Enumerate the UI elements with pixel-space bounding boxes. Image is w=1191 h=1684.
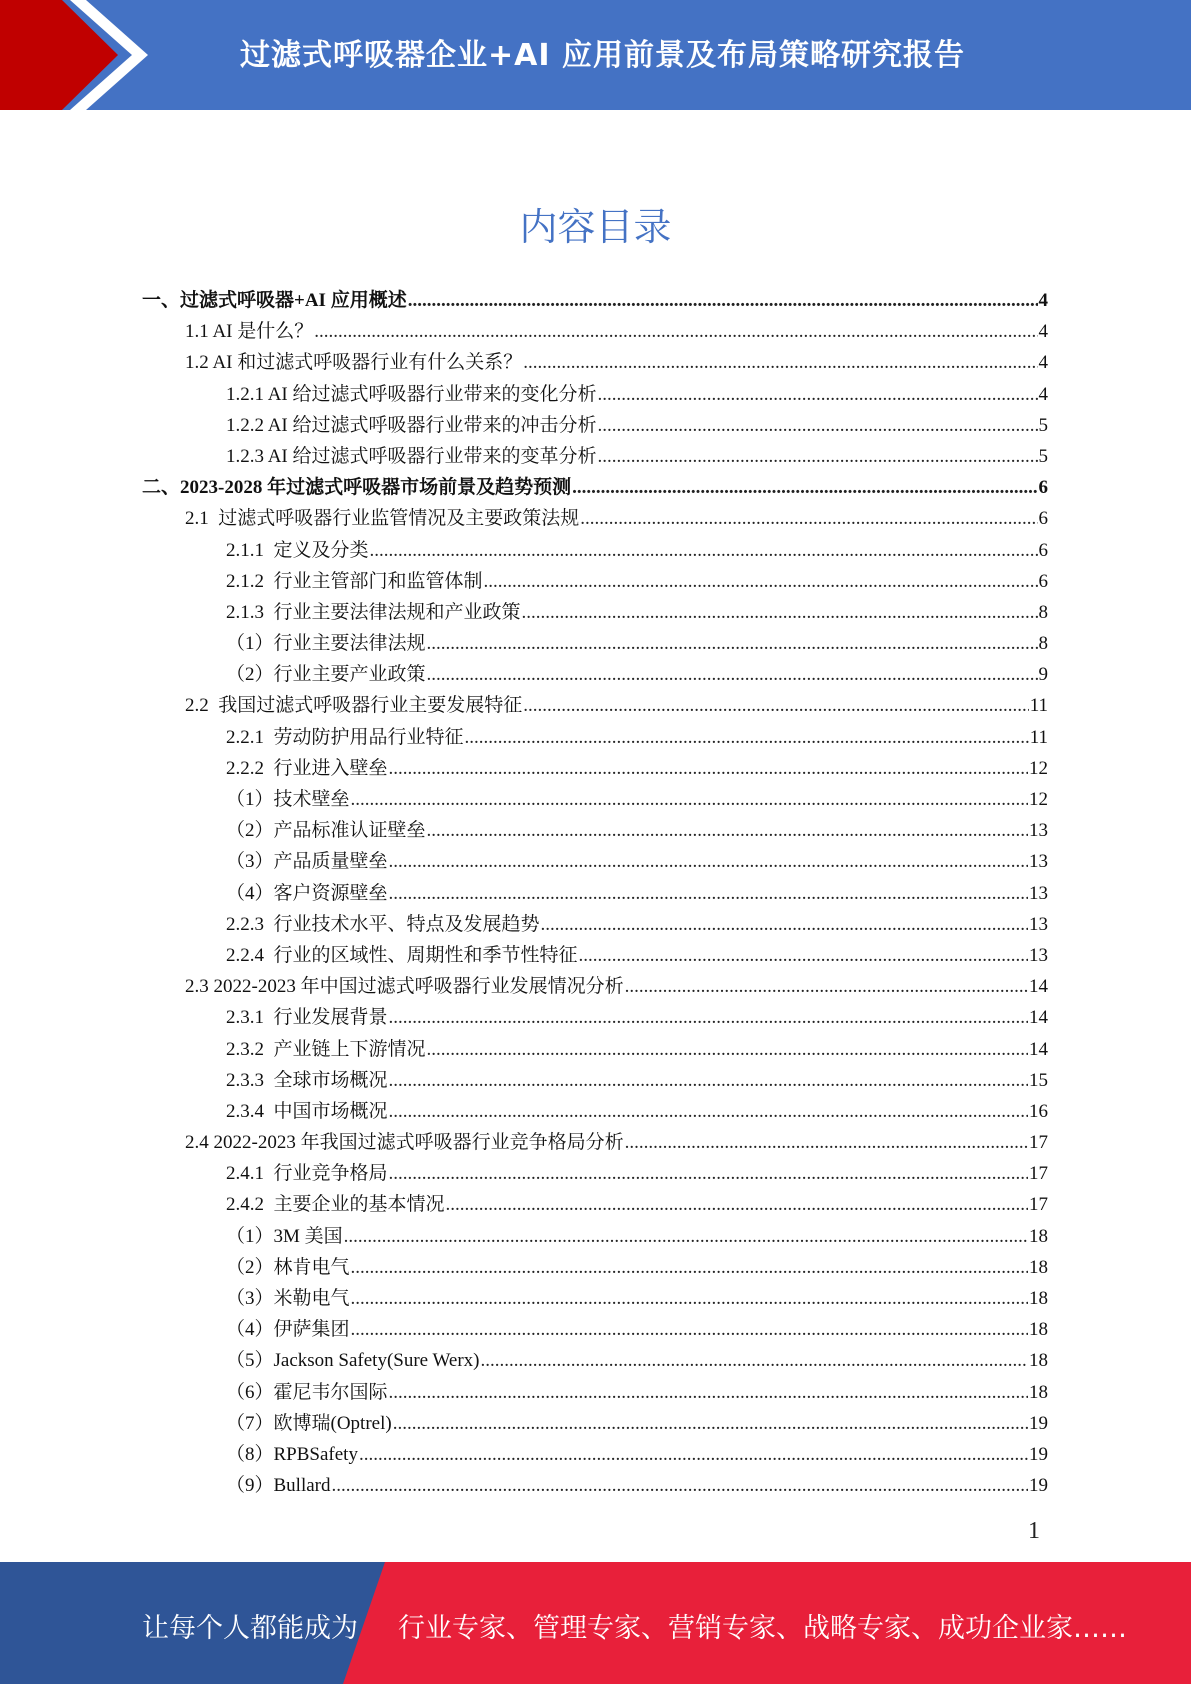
toc-entry-page: 13: [1029, 882, 1048, 904]
toc-dot-leader: [523, 347, 1037, 378]
toc-dot-leader: [389, 753, 1028, 784]
toc-entry-page: 11: [1029, 726, 1048, 748]
toc-dot-leader: [598, 379, 1038, 410]
toc-entry-title: 2.3.3 全球市场概况: [226, 1069, 388, 1091]
toc-entry[interactable]: [142, 1314, 1048, 1345]
toc-entry[interactable]: [142, 628, 1048, 659]
toc-entry-page: 4: [1038, 352, 1048, 374]
toc-dot-leader: [389, 1065, 1028, 1096]
toc-entry[interactable]: [142, 1221, 1048, 1252]
toc-entry[interactable]: [142, 347, 1048, 378]
toc-entry[interactable]: [142, 815, 1048, 846]
toc-entry-title: 2.3.1 行业发展背景: [226, 1007, 388, 1029]
toc-entry-page: 13: [1029, 944, 1048, 966]
toc-dot-leader: [481, 1345, 1028, 1376]
toc-entry-title: 2.1.3 行业主要法律法规和产业政策: [226, 601, 521, 623]
toc-entry[interactable]: [142, 753, 1048, 784]
toc-entry-page: 4: [1038, 383, 1048, 405]
toc-entry-title: 2.2.4 行业的区域性、周期性和季节性特征: [226, 944, 578, 966]
toc-entry[interactable]: [142, 659, 1048, 690]
toc-entry[interactable]: [142, 1158, 1048, 1189]
toc-entry-page: 9: [1038, 664, 1048, 686]
toc-entry-page: 14: [1029, 1038, 1048, 1060]
toc-dot-leader: [427, 1034, 1028, 1065]
toc-entry-page: 18: [1029, 1319, 1048, 1341]
toc-entry-page: 4: [1038, 290, 1048, 311]
toc-dot-leader: [351, 1252, 1028, 1283]
toc-entry[interactable]: [142, 722, 1048, 753]
toc-entry-page: 18: [1029, 1225, 1048, 1247]
toc-entry[interactable]: [142, 535, 1048, 566]
toc-entry-title: 2.3.4 中国市场概况: [226, 1100, 388, 1122]
toc-entry-title: 1.1 AI 是什么？: [185, 321, 314, 343]
toc-dot-leader: [465, 722, 1029, 753]
toc-entry[interactable]: [142, 410, 1048, 441]
toc-entry-title: 2.2 我国过滤式呼吸器行业主要发展特征: [185, 695, 523, 717]
toc-entry-page: 19: [1029, 1412, 1048, 1434]
toc-entry[interactable]: [142, 285, 1048, 316]
toc-entry-page: 18: [1029, 1256, 1048, 1278]
toc-entry-title: 一、过滤式呼吸器+AI 应用概述: [142, 290, 407, 311]
toc-dot-leader: [427, 628, 1038, 659]
toc-entry-page: 14: [1029, 976, 1048, 998]
toc-entry-title: 2.4 2022-2023 年我国过滤式呼吸器行业竞争格局分析: [185, 1132, 624, 1154]
toc-entry-title: （1）技术壁垒: [226, 789, 350, 810]
toc-entry-page: 8: [1038, 633, 1048, 655]
toc-entry-title: （6）霍尼韦尔国际: [226, 1381, 388, 1403]
toc-entry[interactable]: [142, 1345, 1048, 1376]
toc-dot-leader: [389, 1002, 1028, 1033]
toc-entry-page: 17: [1029, 1163, 1048, 1185]
toc-dot-leader: [389, 1158, 1028, 1189]
toc-dot-leader: [370, 535, 1038, 566]
toc-entry-page: 13: [1029, 913, 1048, 935]
toc-entry-title: 2.2.2 行业进入壁垒: [226, 757, 388, 779]
toc-entry-page: 14: [1029, 1007, 1048, 1029]
toc-dot-leader: [598, 410, 1038, 441]
toc-entry-title: （2）产品标准认证壁垒: [226, 820, 426, 842]
toc-entry-page: 12: [1029, 789, 1048, 810]
toc-title: 内容目录: [519, 205, 672, 249]
toc-entry-title: 2.2.3 行业技术水平、特点及发展趋势: [226, 913, 540, 935]
toc-dot-leader: [625, 971, 1028, 1002]
toc-entry[interactable]: [142, 1189, 1048, 1220]
toc-entry-page: 12: [1029, 757, 1048, 779]
toc-entry[interactable]: [142, 846, 1048, 877]
toc-entry-title: （4）客户资源壁垒: [226, 882, 388, 904]
toc-entry-title: （1）行业主要法律法规: [226, 633, 426, 655]
toc-entry-title: 2.3 2022-2023 年中国过滤式呼吸器行业发展情况分析: [185, 976, 624, 998]
toc-dot-leader: [389, 846, 1028, 877]
toc-dot-leader: [351, 1314, 1028, 1345]
toc-dot-leader: [572, 472, 1037, 503]
toc-entry-title: 2.1.2 行业主管部门和监管体制: [226, 570, 483, 592]
toc-dot-leader: [446, 1189, 1028, 1220]
toc-entry-page: 5: [1038, 414, 1048, 436]
toc-entry-page: 6: [1038, 570, 1048, 592]
toc-dot-leader: [580, 503, 1037, 534]
toc-entry[interactable]: [142, 690, 1048, 721]
toc-dot-leader: [359, 1439, 1028, 1470]
header-chevron-icon: [0, 0, 160, 110]
toc-entry[interactable]: [142, 1002, 1048, 1033]
toc-entry-title: （9）Bullard: [226, 1475, 331, 1497]
report-footer: [0, 1562, 1191, 1684]
report-header: [0, 0, 1191, 110]
toc-entry-page: 6: [1038, 477, 1048, 499]
toc-entry-page: 11: [1029, 695, 1048, 717]
toc-entry[interactable]: [142, 597, 1048, 628]
toc-entry[interactable]: [142, 1470, 1048, 1501]
toc-dot-leader: [484, 566, 1038, 597]
toc-entry[interactable]: [142, 1127, 1048, 1158]
toc-entry-page: 15: [1029, 1069, 1048, 1091]
toc-entry-page: 17: [1029, 1132, 1048, 1154]
toc-entry-page: 16: [1029, 1100, 1048, 1122]
toc-entry-page: 4: [1038, 321, 1048, 343]
toc-entry-title: （3）产品质量壁垒: [226, 851, 388, 873]
toc-entry-title: （8）RPBSafety: [226, 1443, 358, 1465]
toc-entry[interactable]: [142, 784, 1048, 815]
toc-entry-title: 1.2 AI 和过滤式呼吸器行业有什么关系？: [185, 352, 523, 374]
toc-entry[interactable]: [142, 909, 1048, 940]
toc-entry[interactable]: [142, 1283, 1048, 1314]
toc-entry[interactable]: [142, 1252, 1048, 1283]
toc-entry-page: 13: [1029, 851, 1048, 873]
toc-dot-leader: [332, 1470, 1029, 1501]
toc-entry-page: 18: [1029, 1381, 1048, 1403]
toc-dot-leader: [541, 909, 1028, 940]
toc-entry-page: 19: [1029, 1475, 1048, 1497]
page-number: 1: [1028, 1518, 1040, 1544]
footer-slogan-left: 让每个人都能成为: [142, 1613, 358, 1644]
toc-entry[interactable]: [142, 878, 1048, 909]
table-of-contents: [142, 285, 1048, 1501]
toc-entry[interactable]: [142, 503, 1048, 534]
toc-entry-title: 2.3.2 产业链上下游情况: [226, 1038, 426, 1060]
toc-entry-title: （7）欧博瑞(Optrel): [226, 1412, 392, 1434]
toc-dot-leader: [427, 659, 1038, 690]
toc-entry-title: （1）3M 美国: [226, 1225, 343, 1247]
toc-entry-title: 二、2023-2028 年过滤式呼吸器市场前景及趋势预测: [142, 477, 572, 499]
footer-slogan-right: 行业专家、管理专家、营销专家、战略专家、成功企业家……: [398, 1613, 1127, 1644]
toc-entry[interactable]: [142, 1377, 1048, 1408]
toc-entry-title: 1.2.3 AI 给过滤式呼吸器行业带来的变革分析: [226, 445, 597, 467]
toc-entry-page: 18: [1029, 1350, 1048, 1372]
toc-entry[interactable]: [142, 566, 1048, 597]
toc-entry-title: （4）伊萨集团: [226, 1319, 350, 1341]
toc-entry[interactable]: [142, 1034, 1048, 1065]
toc-entry[interactable]: [142, 316, 1048, 347]
toc-entry[interactable]: [142, 472, 1048, 503]
toc-entry[interactable]: [142, 441, 1048, 472]
toc-dot-leader: [351, 1283, 1028, 1314]
toc-entry-page: 19: [1029, 1443, 1048, 1465]
toc-entry[interactable]: [142, 1439, 1048, 1470]
toc-dot-leader: [408, 285, 1038, 316]
toc-dot-leader: [389, 878, 1028, 909]
toc-dot-leader: [393, 1408, 1028, 1439]
toc-entry-page: 17: [1029, 1194, 1048, 1216]
toc-entry-title: 2.4.1 行业竞争格局: [226, 1163, 388, 1185]
toc-entry-title: （2）行业主要产业政策: [226, 664, 426, 686]
toc-entry[interactable]: [142, 971, 1048, 1002]
toc-entry-title: （2）林肯电气: [226, 1256, 350, 1278]
toc-dot-leader: [427, 815, 1028, 846]
toc-entry-title: 1.2.1 AI 给过滤式呼吸器行业带来的变化分析: [226, 383, 597, 405]
toc-entry-page: 6: [1038, 508, 1048, 530]
toc-dot-leader: [523, 690, 1028, 721]
toc-entry-page: 6: [1038, 539, 1048, 561]
toc-entry[interactable]: [142, 1408, 1048, 1439]
toc-entry-page: 13: [1029, 820, 1048, 842]
toc-dot-leader: [389, 1096, 1028, 1127]
toc-entry-title: 2.1 过滤式呼吸器行业监管情况及主要政策法规: [185, 508, 580, 530]
toc-entry[interactable]: [142, 1096, 1048, 1127]
toc-entry-title: 1.2.2 AI 给过滤式呼吸器行业带来的冲击分析: [226, 414, 597, 436]
toc-entry[interactable]: [142, 379, 1048, 410]
toc-dot-leader: [598, 441, 1038, 472]
toc-entry-title: 2.2.1 劳动防护用品行业特征: [226, 726, 464, 748]
toc-entry[interactable]: [142, 1065, 1048, 1096]
toc-entry-title: 2.1.1 定义及分类: [226, 539, 369, 561]
toc-entry-title: （3）米勒电气: [226, 1288, 350, 1309]
toc-entry-page: 5: [1038, 445, 1048, 467]
toc-entry-page: 18: [1029, 1288, 1048, 1309]
toc-dot-leader: [389, 1377, 1028, 1408]
toc-dot-leader: [522, 597, 1038, 628]
toc-dot-leader: [625, 1127, 1028, 1158]
toc-entry[interactable]: [142, 940, 1048, 971]
toc-dot-leader: [351, 784, 1028, 815]
toc-entry-title: （5）Jackson Safety(Sure Werx): [226, 1350, 480, 1372]
toc-dot-leader: [579, 940, 1028, 971]
toc-entry-page: 8: [1038, 601, 1048, 623]
toc-dot-leader: [314, 316, 1037, 347]
report-title: 过滤式呼吸器企业+AI 应用前景及布局策略研究报告: [240, 38, 965, 73]
toc-dot-leader: [344, 1221, 1028, 1252]
toc-entry-title: 2.4.2 主要企业的基本情况: [226, 1194, 445, 1216]
